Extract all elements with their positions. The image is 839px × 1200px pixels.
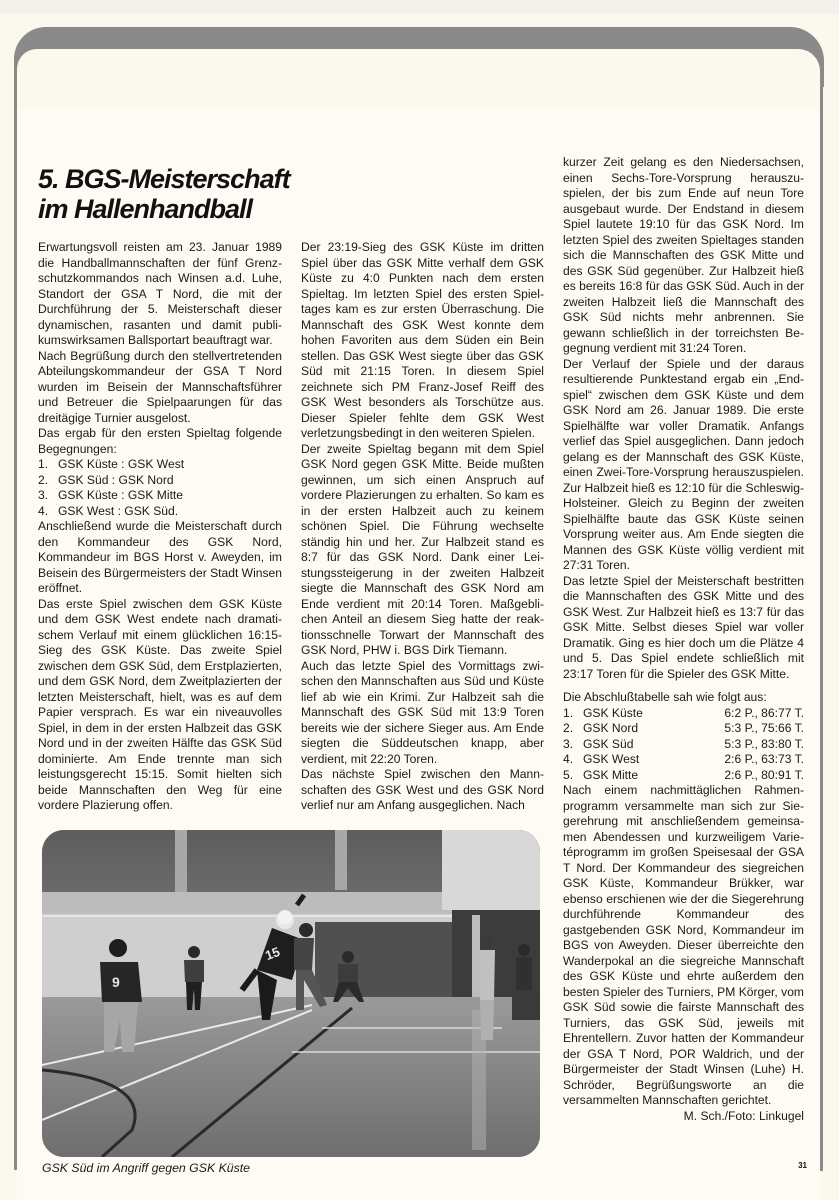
paragraph: Nach einem nachmittäglichen Rahmenprogramm versammelte man sich zur Siegerehrung mit anschließendem gemeinsamen Abendessen und kurzweiligem Varietéprogramm im großen Speisesaal der GSA T Nord. Der Kommandeur des siegreichen GSK Küste, Kommandeur Brükker, war ebenso erschienen wie der die Siegerehrung durchführende Kommandeur des gastgebenden GSK Nord, Kommandeur im BGS von Aweyden. Dieser überreichte den Wanderpokal an die siegreiche Mannschaft des GSK Küste und ehrte außerdem den besten Spieler des Turniers, PM Körger, vom GSK Süd sowie die fairste Mannschaft des Turniers, das GSK Süd, jeweils mit Ehrentellern. Zuvor hatten der Kommandeur der GSA T Nord, POR Waldrich, und der Bürgermeister der Stadt Winsen (Luhe) H. Schröder, Begrüßungsworte an die versammelten Mannschaften gerichtet. bbox=[563, 783, 804, 1107]
paragraph: Nach Begrüßung durch den stellvertretenden Abteilungskommandeur der GSA T Nord wurden im Beisein der Mannschaftsführer und Betreuer die Spielpaarungen für das dreitägige Turnier ausgelost. bbox=[38, 348, 282, 425]
paragraph: Das letzte Spiel der Meisterschaft bestritten die Mannschaften des GSK Mitte und des GSK West. Zur Halbzeit hieß es 13:7 für das GSK Mitte. Selbst dieses Spiel war voller Dramatik. Ging es hier doch um die Plätze 4 und 5. Das Spiel endete schließlich mit 23:17 Toren für die Spieler des GSK Mitte. bbox=[563, 573, 804, 681]
text-column-3 bbox=[563, 155, 804, 1124]
team-name: GSK West bbox=[583, 752, 640, 766]
pairings-list bbox=[38, 457, 282, 519]
text-column-2 bbox=[301, 240, 544, 814]
team-result: 5:3 P., 75:66 T. bbox=[724, 721, 804, 735]
text-column-1 bbox=[38, 240, 282, 814]
pairing-item: 4. GSK West : GSK Süd. bbox=[38, 503, 179, 518]
svg-text:9: 9 bbox=[112, 974, 120, 990]
pairing-item: 1. GSK Küste : GSK West bbox=[38, 457, 185, 471]
scan-top-edge bbox=[0, 0, 839, 14]
paragraph: kurzer Zeit gelang es den Niedersachsen, einen Sechs-Tore-Vorsprung herauszuspielen, der bis zum Ende auf neun Tore ausgebaut wurde. Der Endstand in diesem Spiel lautete 19:10 für das GSK Nord. Im letzten Spiel des zweiten Spieltages standen sich die Mannschaften des GSK Mitte und des GSK Süd gegenüber. Zur Halbzeit hieß es bereits 16:8 für das GSK Süd. Auch in der zweiten Halbzeit ließ die Mannschaft des GSK Süd nichts mehr anbrennen. Sie gewann schließlich in der torreichsten Begegnung verdient mit 31:24 Toren. bbox=[563, 155, 804, 355]
svg-text:15: 15 bbox=[263, 944, 282, 964]
team-name: GSK Mitte bbox=[583, 767, 639, 782]
paragraph: Anschließend wurde die Meisterschaft durch den Kommandeur des GSK Nord, Kommandeur im BGS Horst v. Aweyden, im Beisein des Bürgermeisters der Stadt Winsen eröffnet. bbox=[38, 519, 283, 595]
handball-photo bbox=[42, 830, 540, 1157]
standings-row: 4. GSK West 2:6 P., 63:73 T. bbox=[563, 752, 804, 766]
paragraph: Der zweite Spieltag begann mit dem Spiel GSK Nord gegen GSK Mitte. Beide mußten gewinnen, um sich einen Anspruch auf vordere Plazierungen zu erhalten. So kam es in der ersten Halbzeit auch zu keinem schönen Spiel. Die Führung wechselte ständig hin und her. Zur Halbzeit stand es 8:7 für das GSK Nord. Dank einer Leistungssteigerung in der zweiten Halbzeit siegte die Mannschaft des GSK Nord am Ende verdient mit 20:14 Toren. Maßgeblichen Anteil an diesem Sieg hatte der reaktionsschnelle Torwart der Mannschaft des GSK Nord, PHW i. BGS Dirk Tiemann. bbox=[301, 441, 544, 657]
page-number: 31 bbox=[798, 1161, 807, 1170]
gym-scene-illustration bbox=[42, 830, 540, 1157]
team-result: 6:2 P., 86:77 T. bbox=[724, 705, 804, 720]
team-result: 2:6 P., 80:91 T. bbox=[724, 767, 804, 782]
team-name: GSK Süd bbox=[583, 736, 634, 751]
team-result: 2:6 P., 63:73 T. bbox=[724, 752, 804, 766]
page-frame-left-rule bbox=[14, 70, 17, 1170]
article-title bbox=[38, 164, 438, 224]
title-line-1: 5. BGS-Meisterschaft bbox=[38, 164, 290, 194]
photo-caption: GSK Süd im Angriff gegen GSK Küste bbox=[42, 1161, 251, 1175]
ball-icon bbox=[278, 910, 292, 924]
pairing-item: 3. GSK Küste : GSK Mitte bbox=[38, 488, 184, 502]
standings-intro: Die Abschlußtabelle sah wie folgt aus: bbox=[563, 690, 767, 704]
pairing-item: 2. GSK Süd : GSK Nord bbox=[38, 472, 174, 487]
standings-row: 5. GSK Mitte 2:6 P., 80:91 T. bbox=[563, 767, 804, 782]
paragraph: Erwartungsvoll reisten am 23. Januar 1989 die Handballmannschaften der fünf Grenzschutzkommandos nach Winsen a.d. Luhe, Standort der GSA T Nord, die mit der Durchführung der 5. Meisterschaft dieser dynamischen, rasanten und damit publikumswirksamen Ballsportart beauftragt war. bbox=[38, 240, 282, 347]
team-name: GSK Nord bbox=[583, 721, 639, 735]
author-photo-credit: M. Sch./Foto: Linkugel bbox=[683, 1108, 804, 1123]
page-frame-right-rule bbox=[820, 70, 823, 1171]
title-line-2: im Hallenhandball bbox=[38, 194, 253, 224]
paragraph: Das nächste Spiel zwischen den Mannschaften des GSK West und des GSK Nord verlief nur am Anfang ausgeglichen. Nach bbox=[301, 767, 544, 812]
team-name: GSK Küste bbox=[583, 705, 643, 720]
standings-row: 1. GSK Küste 6:2 P., 86:77 T. bbox=[563, 705, 804, 720]
paragraph: Das ergab für den ersten Spieltag folgende Begegnungen: bbox=[38, 426, 282, 456]
standings-row: 3. GSK Süd 5:3 P., 83:80 T. bbox=[563, 736, 804, 751]
paragraph: Der 23:19-Sieg des GSK Küste im dritten Spiel über das GSK Mitte verhalf dem GSK Küste zu 4:0 Punkten nach dem ersten Spieltag. Im letzten Spiel des ersten Spieltages kam es zur ersten Überraschung. Die Mannschaft des GSK West konnte dem hohen Favoriten aus dem Süden ein Bein stellen. Das GSK West siegte über das GSK Süd mit 21:15 Toren. In diesem Spiel zeichnete sich PM Franz-Josef Reiff des GSK West besonders als Torschütze aus. Dieser Spieler fehlte dem GSK West verletzungsbedingt in den weiteren Spielen. bbox=[301, 240, 544, 440]
paragraph: Auch das letzte Spiel des Vormittags zwischen den Mannschaften aus Süd und Küste lief ab wie ein Krimi. Zur Halbzeit sah die Mannschaft des GSK Süd mit 13:9 Toren bereits wie der sichere Sieger aus. Am Ende siegten die Süddeutschen knapp, aber verdient, mit 22:20 Toren. bbox=[301, 658, 544, 766]
paragraph: Der Verlauf der Spiele und der daraus resultierende Punktestand ergab ein „Endspiel“ zwischen dem GSK Küste und dem GSK Nord am 26. Januar 1989. Die erste Spielhälfte war voller Dramatik. Anfangs verlief das Spiel ausgeglichen. Dann jedoch gelang es der Mannschaft des GSK Küste, einen Zwei-Tore-Vorsprung herauszuspielen. Zur Halbzeit hieß es 12:10 für die Schleswig-Holsteiner. Gleich zu Beginn der zweiten Spielhälfte baute das GSK Küste seinen Vorsprung weiter aus. Am Ende siegten die Mannen des GSK Küste völlig verdient mit 27:31 Toren. bbox=[563, 356, 804, 572]
page-frame-inner bbox=[17, 49, 820, 109]
spacer bbox=[563, 682, 804, 690]
team-result: 5:3 P., 83:80 T. bbox=[724, 736, 804, 751]
standings-table bbox=[563, 706, 804, 784]
standings-row: 2. GSK Nord 5:3 P., 75:66 T. bbox=[563, 721, 804, 735]
paragraph: Das erste Spiel zwischen dem GSK Küste und dem GSK West endete nach dramatischem Verlauf mit einem glücklichen 16:15-Sieg des GSK Küste. Das zweite Spiel zwischen dem GSK Süd, dem Erstplazierten, und dem GSK Nord, dem Zweitplazierten der letzten Meisterschaft, hielt, was es auf dem Papier versprach. Es war ein niveauvolles Spiel, in dem in der ersten Halbzeit das GSK Nord und in der zweiten Hälfte das GSK Süd dominierte. Am Ende trennte man sich leistungsgerecht 15:15. Somit hielten sich beide Mannschaften den Weg für eine vordere Plazierung offen. bbox=[38, 596, 282, 812]
